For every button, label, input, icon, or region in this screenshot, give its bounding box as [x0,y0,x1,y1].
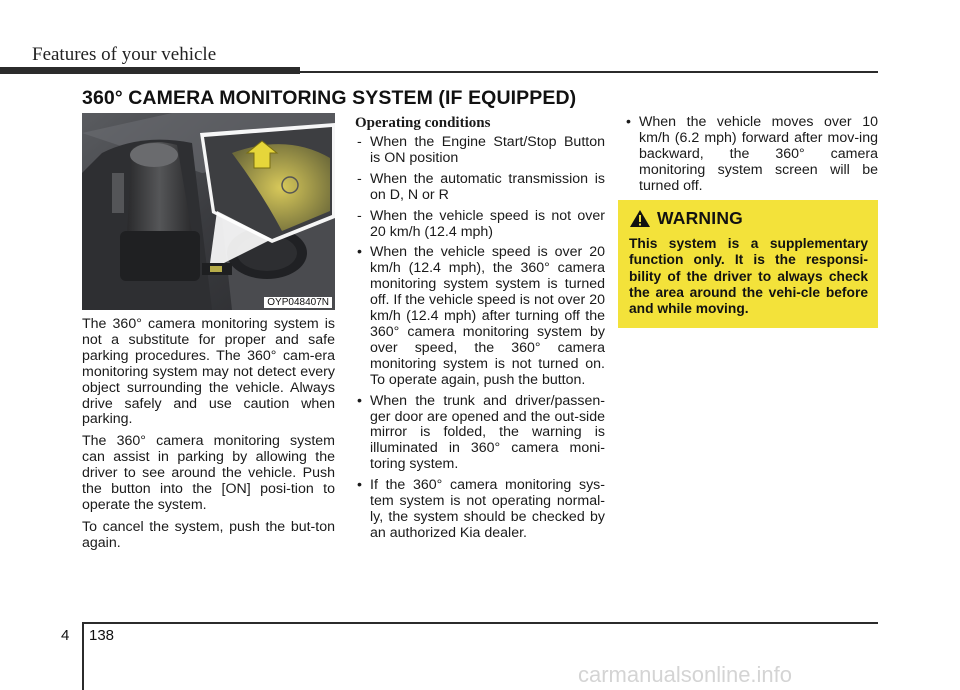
footer-rule [82,622,878,624]
watermark: carmanualsonline.info [578,662,793,687]
bullet-list [355,245,605,541]
list-item-text: If the 360° camera monitoring sys-tem system is not operating normal-ly, the system should be checked by an authorized Kia dealer. [370,477,605,541]
bullet-marker: • [357,477,362,494]
intro-paragraph: To cancel the system, push the but-ton again. [82,518,335,551]
list-item-text: When the trunk and driver/passen-ger door are opened and the out-side mirror is folded, the warning is illuminated in 360° camera moni-toring system. [370,392,605,473]
bullet-marker: • [357,244,362,261]
section-title: 360° CAMERA MONITORING SYSTEM (IF EQUIPPED) [82,87,577,109]
bullet-marker: • [626,114,631,130]
list-item-text: When the vehicle moves over 10 km/h (6.2 mph) forward after mov-ing backward, the 360° camera monitoring system screen will be turned off. [639,114,878,194]
right-column [624,115,878,200]
console-illustration [82,113,335,310]
list-item [624,115,878,195]
header-rule-thin [300,71,878,73]
console-photo [82,113,335,310]
warning-box [618,200,878,328]
list-item-text: When the vehicle speed is not over 20 km/h (12.4 mph) [370,207,605,240]
chapter-number: 4 [61,627,70,644]
bullet-list [624,115,878,195]
bullet-marker: • [357,392,362,409]
list-item [355,135,605,167]
warning-title: WARNING [657,208,743,228]
operating-conditions-column [355,115,605,547]
header-rule-thick [0,67,300,74]
list-item-text: When the vehicle speed is over 20 km/h (12.4 mph), the 360° camera monitoring system system is turned off. If the vehicle speed is not over 20 km/h (12.4 mph) after turning off the 360° camera monitoring system by over speed, the 360° camera monitoring system is not turned on. To operate again, push the button. [370,244,605,388]
dash-marker: - [357,170,362,187]
dash-marker: - [357,134,362,150]
dash-marker: - [357,207,362,224]
footer-divider [82,622,84,690]
warning-text: This system is a supplementary function only. It is the responsi-bility of the driver to always check the area around the vehi-cle before and while moving. [629,236,868,317]
intro-column [82,317,335,558]
list-item-text: When the automatic transmission is on D, N or R [370,170,605,203]
list-item [355,245,605,388]
page-number: 138 [89,627,115,644]
list-item-text: When the Engine Start/Stop Button is ON position [370,134,605,166]
intro-paragraph: The 360° camera monitoring system is not a substitute for proper and safe parking procedures. The 360° cam-era monitoring system may not detect every object surrounding the vehicle. Always drive safely and use caution when parking. [82,316,335,428]
dash-list [355,135,605,240]
intro-paragraph: The 360° camera monitoring system can assist in parking by allowing the driver to see around the vehicle. Push the button into the [ON] posi-tion to operate the system. [82,433,335,513]
warning-triangle-icon [629,209,651,228]
list-item [355,172,605,204]
list-item [355,478,605,542]
operating-conditions-heading: Operating conditions [355,115,491,131]
list-item [355,394,605,474]
list-item [355,209,605,241]
warning-header [629,208,868,229]
photo-caption: OYP048407N [264,297,332,308]
header-title: Features of your vehicle [32,44,217,65]
